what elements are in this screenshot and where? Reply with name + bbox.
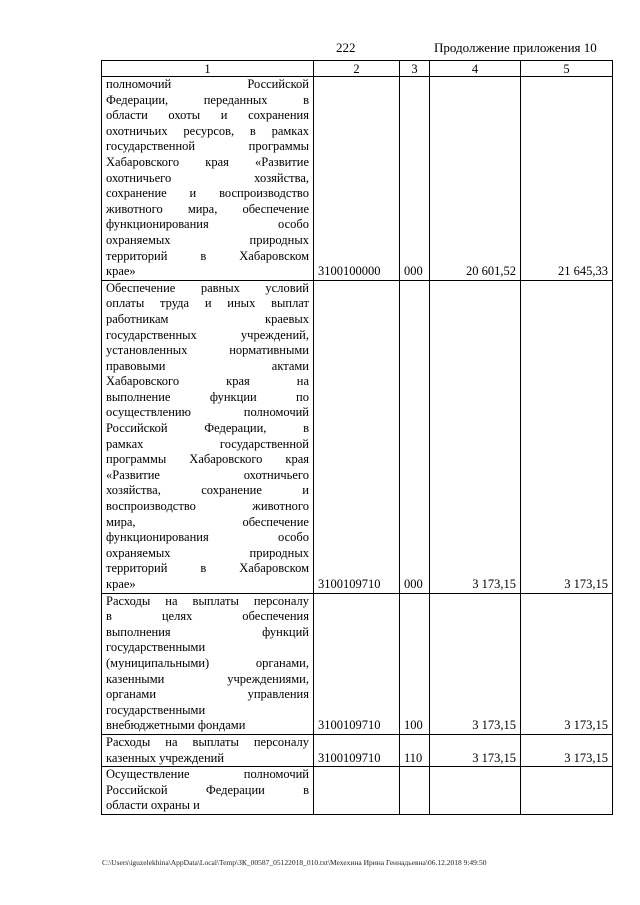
column-header: 3 (400, 61, 430, 77)
target-article-code: 3100109710 (314, 593, 400, 734)
description-line: осуществлению полномочий (106, 405, 309, 420)
budget-table (101, 60, 613, 815)
description-line: Российской Федерации, в (106, 421, 309, 436)
description-line: мира, обеспечение (106, 514, 309, 529)
page-number: 222 (336, 40, 356, 55)
expense-type-code (400, 767, 430, 815)
description-line: внебюджетными фондами (106, 718, 246, 733)
amount-year-1: 3 173,15 (430, 734, 521, 766)
footer-file-path: C:\Users\iguzelekhina\AppData\Local\Temp\ЗК_00587_05122018_010.txt\Мехехина Ирина Геннадьевна\06.12.2018 9:49:50 (102, 858, 487, 867)
continuation-caption: Продолжение приложения 10 (434, 40, 597, 55)
description-line: Осуществление полномочий (106, 767, 309, 782)
description-line: органами управления (106, 687, 309, 702)
description-line: хозяйства, сохранение и (106, 483, 309, 498)
target-article-code: 3100100000 (314, 77, 400, 281)
description-line: охраняемых природных (106, 545, 309, 560)
description-line: Российской Федерации в (106, 782, 309, 797)
description-line: государственными (106, 702, 206, 717)
row-description (102, 767, 314, 815)
target-article-code (314, 767, 400, 815)
amount-year-2 (521, 767, 613, 815)
description-line: крае» (106, 264, 136, 279)
amount-year-2: 3 173,15 (521, 593, 613, 734)
header-row (102, 61, 613, 77)
description-line: территорий в Хабаровском (106, 561, 309, 576)
description-line: государственными (106, 640, 206, 655)
description-line: Хабаровского края «Развитие (106, 154, 309, 169)
description-line: государственной программы (106, 139, 309, 154)
description-line: казенными учреждениями, (106, 671, 309, 686)
description-line: полномочий Российской (106, 77, 309, 91)
row-description (102, 280, 314, 593)
amount-year-1: 3 173,15 (430, 280, 521, 593)
expense-type-code: 110 (400, 734, 430, 766)
description-line: Расходы на выплаты персоналу (106, 593, 309, 608)
description-line: функционирования особо (106, 217, 309, 232)
description-line: области охраны и (106, 798, 200, 813)
description-line: воспроизводство животного (106, 499, 309, 514)
amount-year-1: 20 601,52 (430, 77, 521, 281)
amount-year-2: 21 645,33 (521, 77, 613, 281)
description-line: охотничьих ресурсов, в рамках (106, 123, 309, 138)
description-line: в целях обеспечения (106, 609, 309, 624)
description-line: крае» (106, 577, 136, 591)
description-line: Хабаровского края на (106, 374, 309, 389)
target-article-code: 3100109710 (314, 280, 400, 593)
amount-year-1: 3 173,15 (430, 593, 521, 734)
column-header: 1 (102, 61, 314, 77)
description-line: оплаты труда и иных выплат (106, 296, 309, 311)
amount-year-1 (430, 767, 521, 815)
table-row (102, 77, 613, 281)
description-line: казенных учреждений (106, 750, 225, 765)
description-line: государственных учреждений, (106, 327, 309, 342)
column-header: 5 (521, 61, 613, 77)
expense-type-code: 000 (400, 77, 430, 281)
description-line: области охоты и сохранения (106, 108, 309, 123)
table-row (102, 767, 613, 815)
row-description (102, 734, 314, 766)
description-line: рамках государственной (106, 436, 309, 451)
description-line: установленных нормативными (106, 343, 309, 358)
target-article-code: 3100109710 (314, 734, 400, 766)
column-header: 2 (314, 61, 400, 77)
row-description (102, 593, 314, 734)
description-line: выполнение функции по (106, 389, 309, 404)
description-line: Федерации, переданных в (106, 92, 309, 107)
table-row (102, 280, 613, 593)
description-line: Обеспечение равных условий (106, 280, 309, 295)
description-line: правовыми актами (106, 358, 309, 373)
table-row (102, 593, 613, 734)
amount-year-2: 3 173,15 (521, 280, 613, 593)
column-header: 4 (430, 61, 521, 77)
description-line: животного мира, обеспечение (106, 201, 309, 216)
description-line: выполнения функций (106, 624, 309, 639)
row-description (102, 77, 314, 281)
description-line: работникам краевых (106, 311, 309, 326)
description-line: (муниципальными) органами, (106, 655, 309, 670)
expense-type-code: 100 (400, 593, 430, 734)
table-row (102, 734, 613, 766)
description-line: территорий в Хабаровском (106, 248, 309, 263)
description-line: Расходы на выплаты персоналу (106, 734, 309, 749)
amount-year-2: 3 173,15 (521, 734, 613, 766)
description-line: охотничьего хозяйства, (106, 170, 309, 185)
description-line: сохранение и воспроизводство (106, 186, 309, 201)
description-line: функционирования особо (106, 530, 309, 545)
description-line: охраняемых природных (106, 232, 309, 247)
expense-type-code: 000 (400, 280, 430, 593)
description-line: «Развитие охотничьего (106, 467, 309, 482)
description-line: программы Хабаровского края (106, 452, 309, 467)
